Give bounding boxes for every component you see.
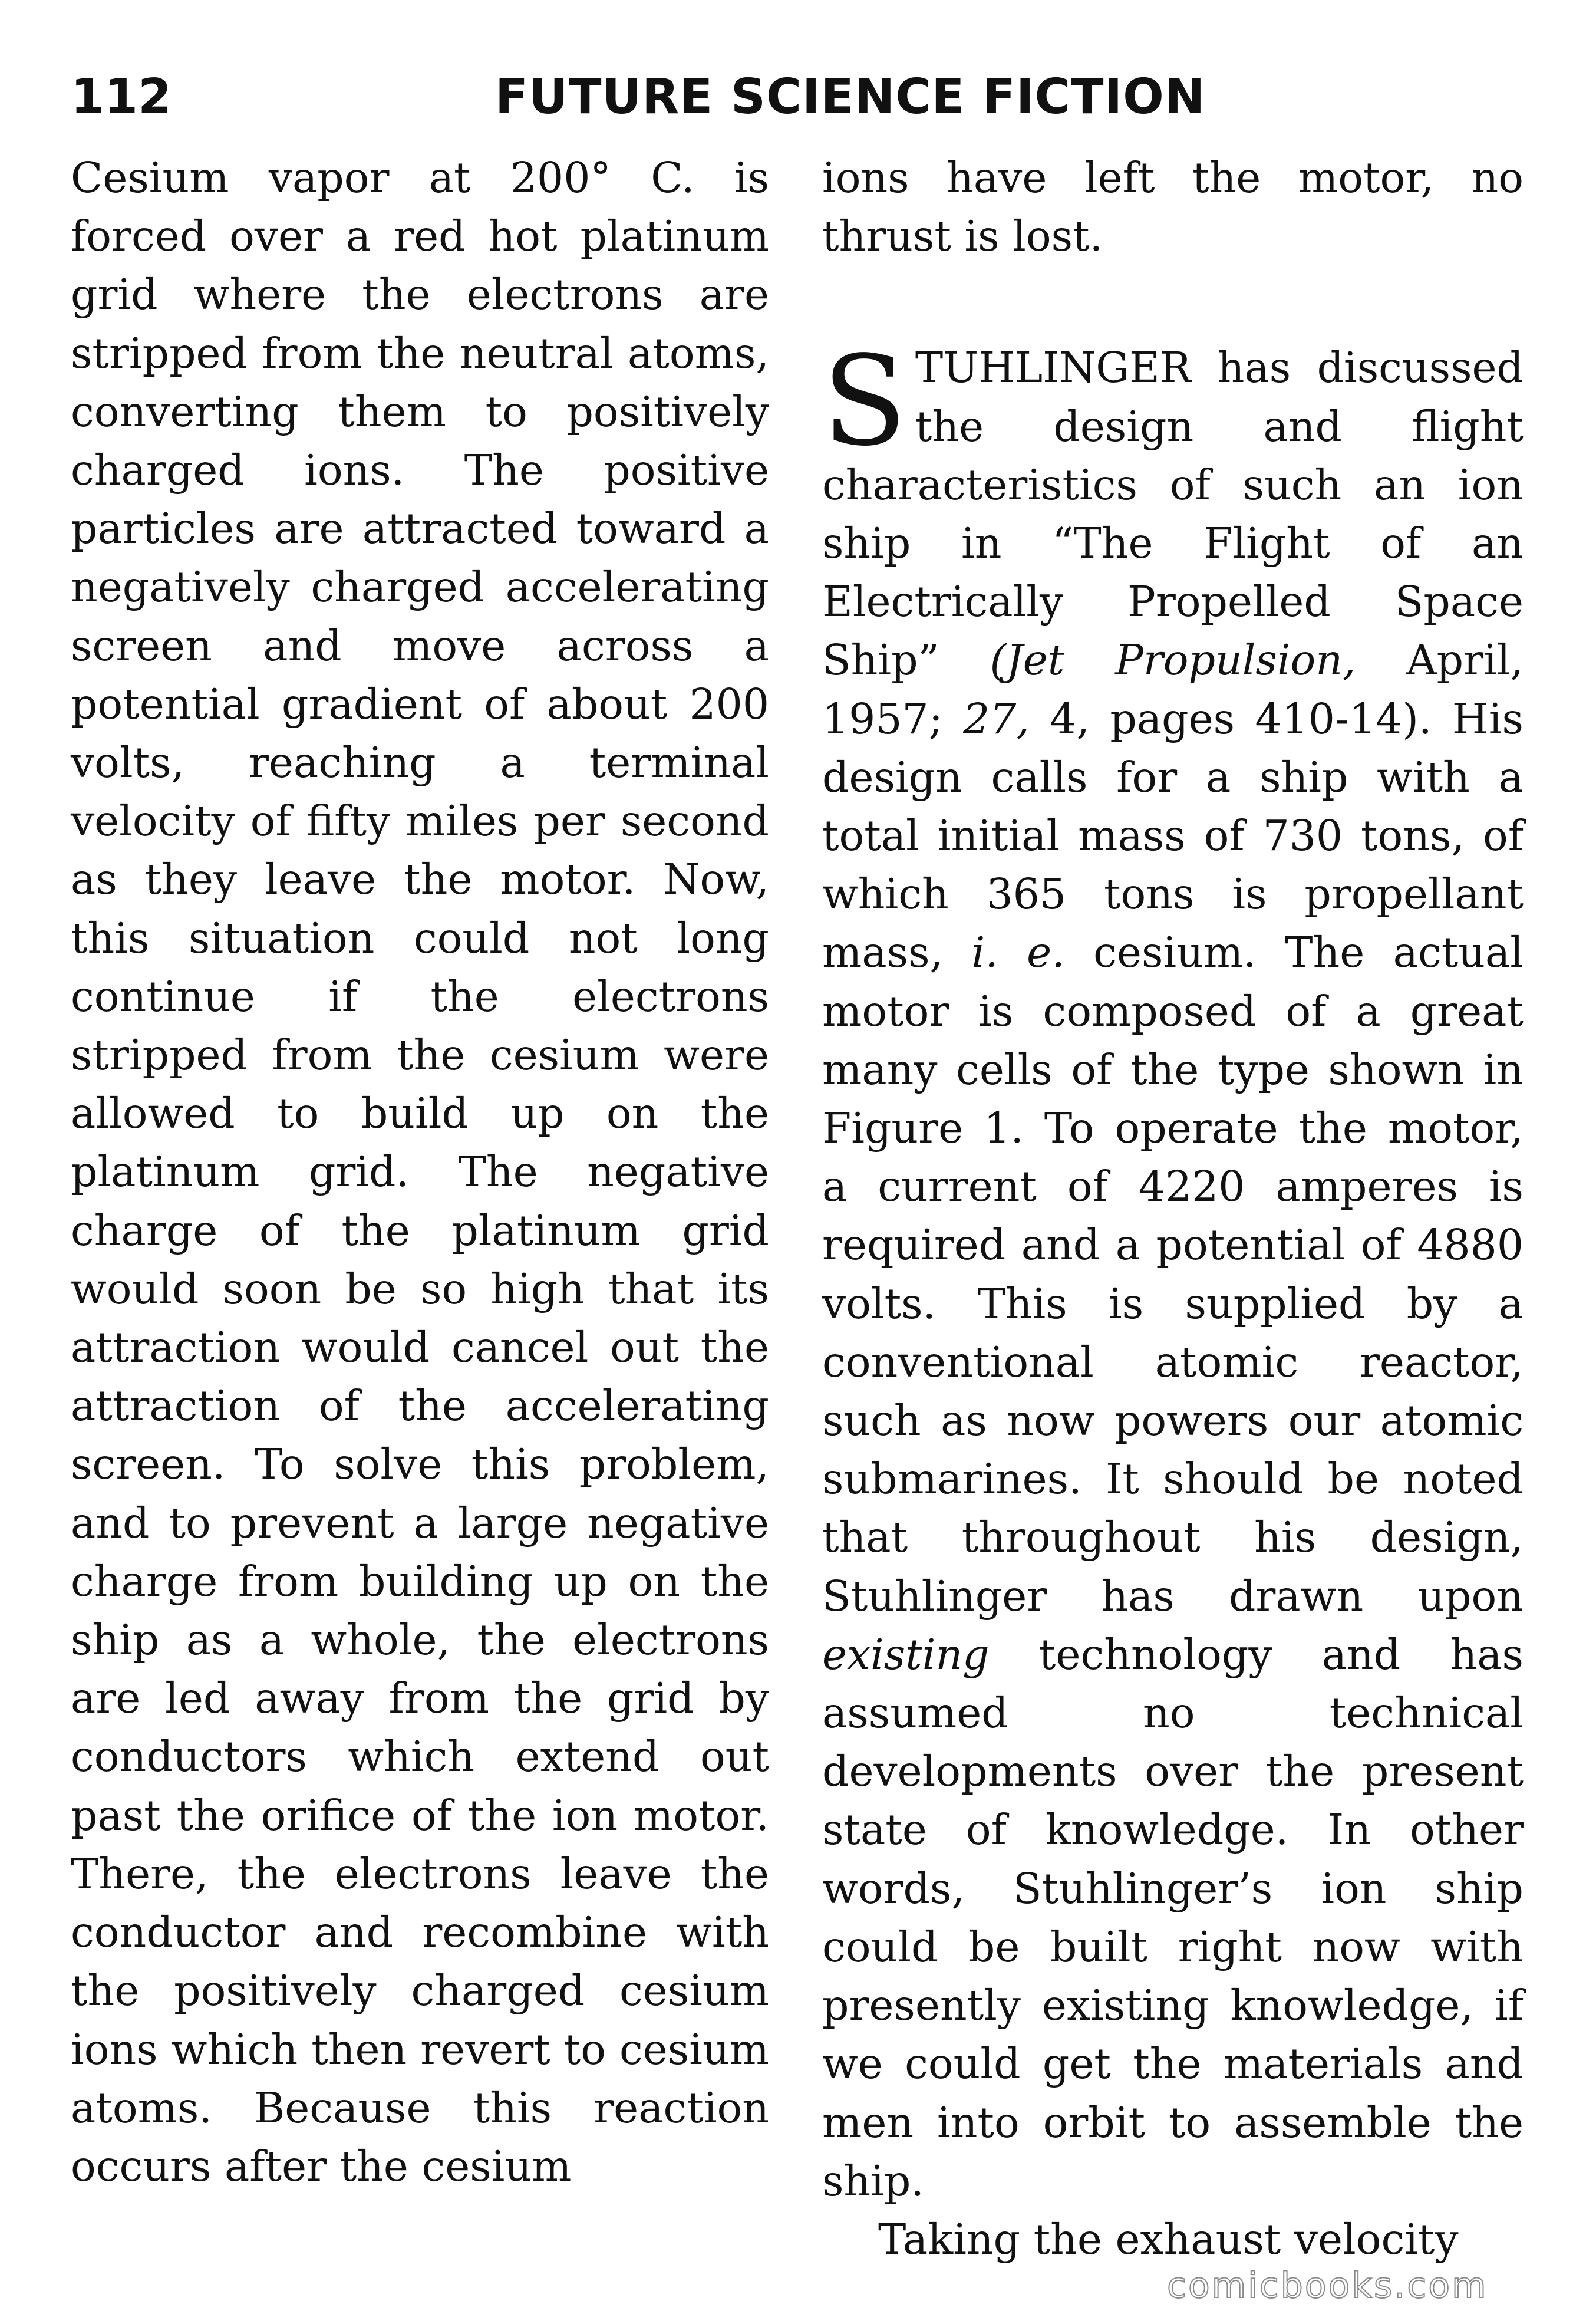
body-paragraph: Cesium vapor at 200° C. is forced over a red hot platinum grid where the electrons are stripped from the neutral atoms, converting them to positively charged ions. The positive particles are attracted toward a negatively charged accelerating screen and move across a potential gradient of about 200 volts, reaching a terminal velocity of fifty miles per second as they leave the motor. Now, this situation could not long continue if the electrons stripped from the cesium were allowed to build up on the platinum grid. The negative charge of the platinum grid would soon be so high that its attraction would cancel out the attraction of the accelerating screen. To solve this problem, and to prevent a large negative charge from building up on the ship as a whole, the electrons are led away from the grid by conductors which extend out past the orifice of the ion motor. There, the electrons leave the conductor and recombine with the positively charged cesium ions which then revert to cesium atoms. Because this reaction occurs after the cesium	[71, 153, 769, 2191]
emphasis-existing: existing	[822, 1630, 990, 1679]
stuhlinger-paragraph	[822, 329, 1524, 2210]
drop-cap: S	[822, 329, 907, 474]
citation-date: April, 1957;	[822, 636, 1524, 743]
continuation-paragraph: ions have left the motor, no thrust is lost.	[822, 153, 1524, 261]
exhaust-velocity-paragraph: Taking the exhaust velocity	[878, 2214, 1459, 2264]
citation-volume: 27,	[962, 694, 1030, 743]
section-break	[822, 265, 1524, 338]
page-header	[71, 56, 1532, 139]
right-column	[822, 149, 1524, 2269]
left-column	[71, 149, 769, 2195]
ie-abbreviation: i. e.	[971, 928, 1065, 977]
running-title: FUTURE SCIENCE FICTION	[495, 69, 1206, 125]
paragraph-text-end: technology and has assumed no technical developments over the present state of knowledge. In other words, Stuhlinger’s ion ship could be built right now with presently existing knowledge, if we could get the materials and men into orbit to assemble the ship.	[822, 1630, 1524, 2206]
paragraph-text-middle-2: cesium. The actual motor is composed of a great many cells of the type shown in Figure 1. To operate the motor, a current of 4220 amperes is required and a potential of 4880 volts. This is supplied by a conventional atomic reactor, such as now powers our atomic submarines. It should be noted that throughout his design, Stuhlinger has drawn upon	[822, 928, 1524, 1621]
page-number: 112	[71, 69, 172, 125]
citation-journal: (Jet Propulsion,	[990, 636, 1356, 685]
paragraph-text-middle: 4, pages 410-14). His design calls for a ship with a total initial mass of 730 tons, of which 365 tons is propellant mass,	[822, 694, 1524, 977]
watermark-text: comicbooks.com	[1167, 2265, 1488, 2306]
paragraph-text-start: TUHLINGER has discussed the design and flight characteristics of such an ion ship in “The Flight of an Electrically Propelled Space Ship”	[822, 343, 1524, 685]
